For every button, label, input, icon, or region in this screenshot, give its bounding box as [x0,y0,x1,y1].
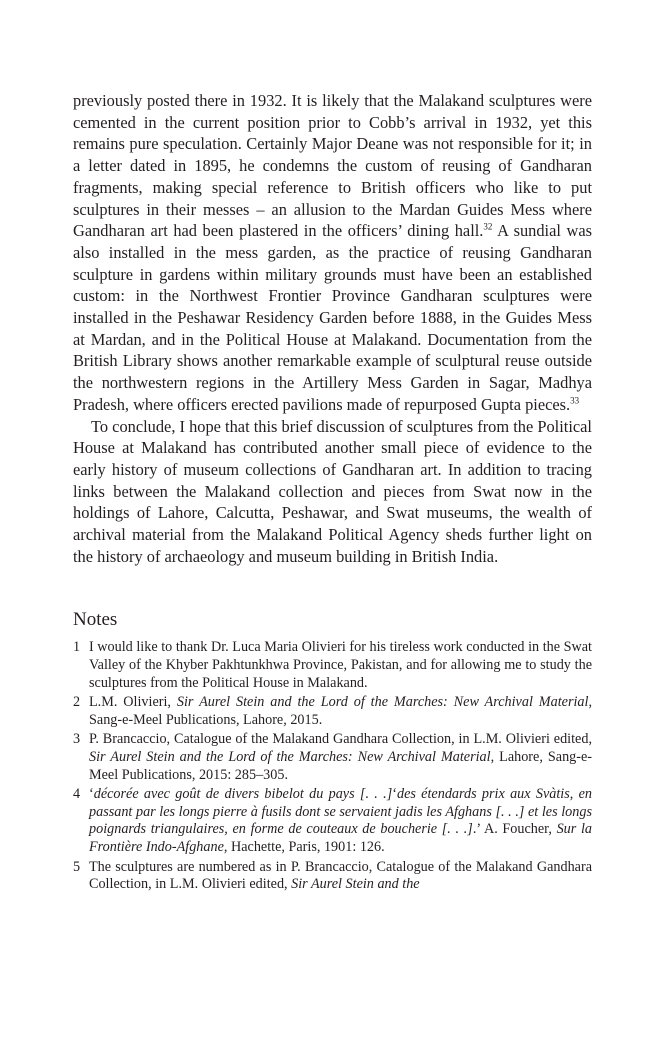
notes-list [73,639,592,893]
text-run: L.M. Olivieri, [89,694,177,711]
text-run: The sculptures are numbered as in P. Brancaccio, Catalogue of the Malakand Gandhara Collection, in L.M. Olivieri edited, [89,858,592,893]
body-text [73,90,592,567]
footnote-ref: 33 [570,395,580,406]
text-run: .’ A. Foucher, [472,821,557,838]
note-text [89,639,592,692]
note-item [73,639,592,692]
page-content [73,90,592,896]
notes-heading: Notes [73,609,118,631]
text-run: , Sang-e-Meel Publications, Lahore, 2015. [89,694,592,728]
note-number: 5 [73,858,81,875]
note-item [73,786,592,856]
italic-text: Sur la Frontière Indo-Afghane [89,821,593,855]
italic-text: des étendards prix aux Svàtis, en passant par les longs pierre à fusils dont se servaient jadis les Afghans [. . .] et les longs poignards triangulaires, en forme de couteaux de boucherie [. . .] [89,786,592,838]
italic-text: décorée avec goût de divers bibelot du pays [. . .] [93,786,393,803]
text-run: P. Brancaccio, Catalogue of the Malakand Gandhara Collection, in L.M. Olivieri edited, [89,731,592,748]
text-run: , Hachette, Paris, 1901: 126. [223,839,385,855]
text-run: To conclude, I hope that this brief discussion of sculptures from the Political House at Malakand has contributed another small piece of evidence to the early history of museum collections of Gandharan art. In addition to tracing links between the Malakand collection and pieces from Swat now in the holdings of Lahore, Calcutta, Peshawar, and Swat museums, the wealth of archival material from the Malakand Political Agency sheds further light on the history of archaeology and museum building in British India. [73,416,592,566]
text-run: A sundial was also installed in the mess garden, as the practice of reusing Gandharan sculpture in gardens within military grounds must have been an established custom: in the Northwest Frontier Province Gandharan sculptures were installed in the Peshawar Residency Garden before 1888, in the Guides Mess at Mardan, and in the Political House at Malakand. Documentation from the British Library shows another remarkable example of sculptural reuse outside the northwestern regions in the Artillery Mess Garden in Sagar, Madhya Pradesh, where officers erected pavilions made of repurposed Gupta pieces. [73,221,592,414]
note-number: 2 [73,694,81,711]
note-text [89,786,592,856]
text-run: ‘ [89,786,94,803]
body-paragraph [73,90,592,416]
note-item [73,731,592,784]
note-number: 4 [73,786,81,803]
note-number: 1 [73,639,81,656]
body-paragraph [73,416,592,568]
note-item [73,859,592,894]
italic-text: Sir Aurel Stein and the [291,876,420,893]
note-number: 3 [73,731,81,748]
italic-text: Sir Aurel Stein and the Lord of the Marches: New Archival Material [176,694,589,711]
note-item [73,694,592,729]
italic-text: Sir Aurel Stein and the Lord of the Marches: New Archival Material [89,749,491,766]
text-run: previously posted there in 1932. It is likely that the Malakand sculptures were cemented in the current position prior to Cobb’s arrival in 1932, yet this remains pure speculation. Certainly Major Deane was not responsible for it; in a letter dated in 1895, he condemns the custom of reusing of Gandharan fragments, making special reference to British officers who like to put sculptures in their messes – an allusion to the Mardan Guides Mess where Gandharan art had been plastered in the officers’ dining hall. [73,91,592,241]
text-run: ‘ [392,786,397,803]
note-text [89,731,592,784]
note-text [89,694,592,729]
text-run: I would like to thank Dr. Luca Maria Olivieri for his tireless work conducted in the Swat Valley of the Khyber Pakhtunkhwa Province, Pakistan, and for allowing me to study the sculptures from the Political House in Malakand. [89,639,592,691]
note-text [89,859,592,894]
text-run: , Lahore, Sang-e-Meel Publications, 2015: 285–305. [89,749,592,783]
footnote-ref: 32 [483,221,493,232]
